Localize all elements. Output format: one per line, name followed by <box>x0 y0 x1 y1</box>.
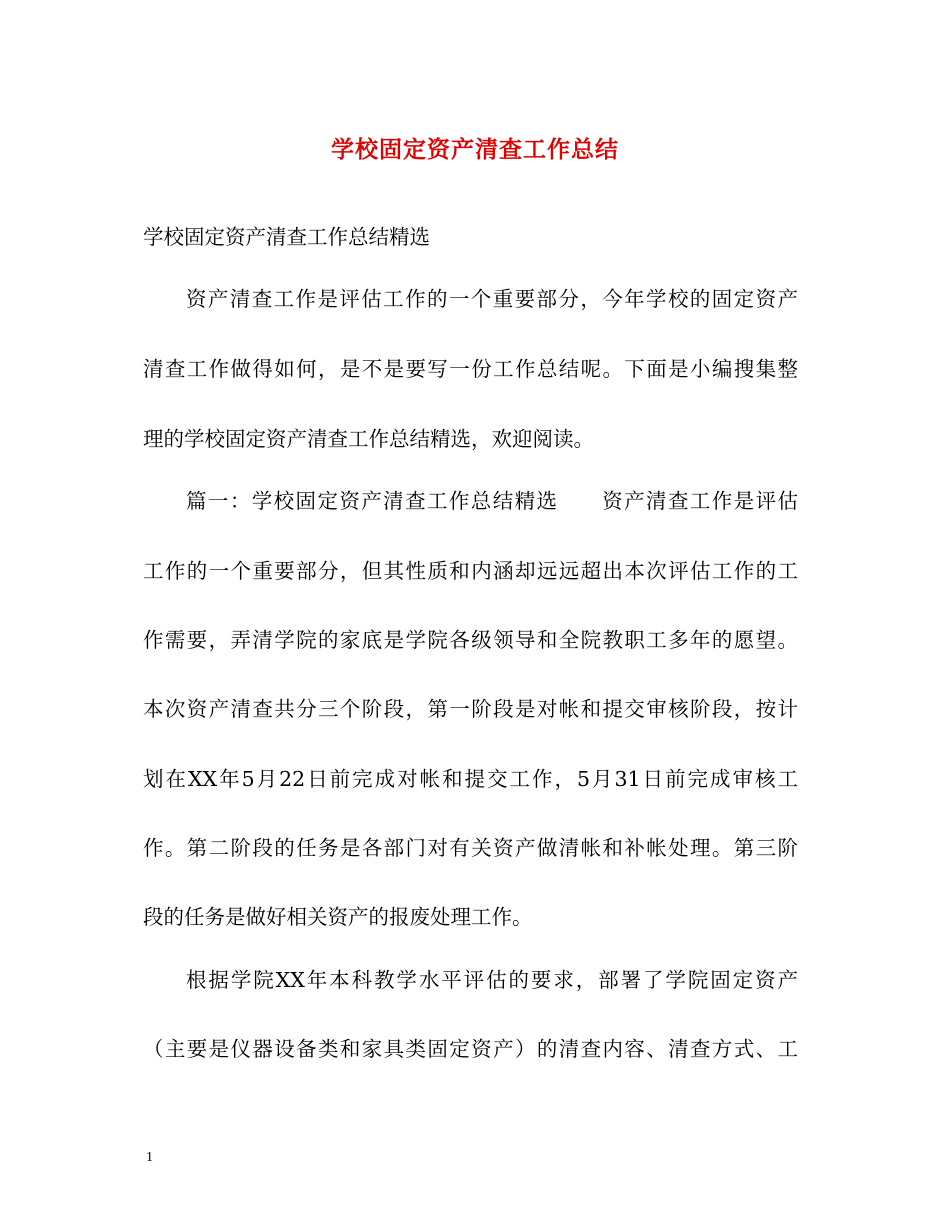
paragraph-line: 划在XX年5月22日前完成对帐和提交工作，5月31日前完成审核工 <box>143 767 798 791</box>
paragraph-line: 篇一：学校固定资产清查工作总结精选 资产清查工作是评估 <box>186 489 798 513</box>
page-number: 1 <box>146 1150 153 1165</box>
document-subtitle: 学校固定资产清查工作总结精选 <box>143 225 430 249</box>
paragraph-line: （主要是仪器设备类和家具类固定资产）的清查内容、清查方式、工 <box>143 1037 798 1061</box>
paragraph-line: 根据学院XX年本科教学水平评估的要求，部署了学院固定资产 <box>186 968 798 992</box>
paragraph-line: 作需要，弄清学院的家底是学院各级领导和全院教职工多年的愿望。 <box>143 628 798 652</box>
paragraph-line: 本次资产清查共分三个阶段，第一阶段是对帐和提交审核阶段，按计 <box>143 697 798 721</box>
paragraph-line: 工作的一个重要部分，但其性质和内涵却远远超出本次评估工作的工 <box>143 559 798 583</box>
paragraph-line: 段的任务是做好相关资产的报废处理工作。 <box>143 905 533 929</box>
paragraph-line: 作。第二阶段的任务是各部门对有关资产做清帐和补帐处理。第三阶 <box>143 836 798 860</box>
paragraph-line: 理的学校固定资产清查工作总结精选，欢迎阅读。 <box>143 427 594 451</box>
document-title: 学校固定资产清查工作总结 <box>331 136 619 163</box>
paragraph-line: 资产清查工作是评估工作的一个重要部分，今年学校的固定资产 <box>186 287 798 311</box>
paragraph-line: 清查工作做得如何，是不是要写一份工作总结呢。下面是小编搜集整 <box>143 357 798 381</box>
